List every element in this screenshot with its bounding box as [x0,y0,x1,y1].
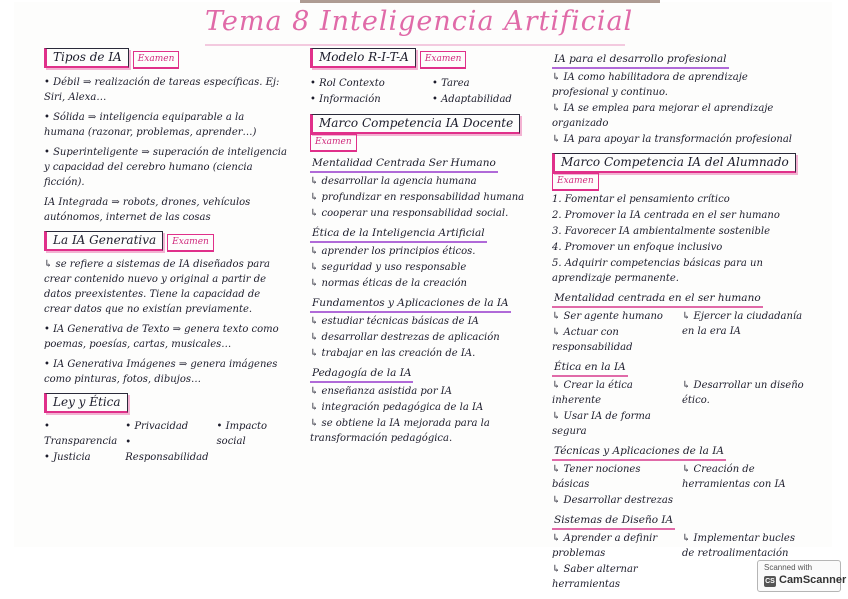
list-item: ↳ Usar IA de forma segura [552,411,651,437]
list-item: • Impacto social [216,421,268,447]
ley-heading: Ley y Ética [44,393,128,413]
list-item: ↳ Ser agente humano [552,311,663,322]
section-heading: Mentalidad centrada en el ser humano [552,291,763,308]
list-item: ↳ Crear la ética inherente [552,380,633,406]
section-heading: Ética en la IA [552,360,628,377]
section-heading: Pedagogía de la IA [310,366,413,383]
list-item: ↳ IA para apoyar la transformación profesional [552,134,792,145]
list-item: • Transparencia [44,421,118,447]
exam-tag: Examen [167,234,214,252]
generativa-text: ↳ se refiere a sistemas de IA diseñados para crear contenido nuevo y original a partir de datos preexistentes. Tiene la capacidad de crear datos que no existían previamente. [44,259,270,315]
tipos-heading: Tipos de IA [44,48,129,68]
list-item: • Superinteligente ⇒ superación de inteligencia y capacidad del cerebro humano (ciencia ficción). [44,147,287,188]
list-item: • IA Generativa de Texto ⇒ genera texto como poemas, poesías, cartas, musicales… [44,324,279,350]
list-item: ↳ Tener nociones básicas [552,464,641,490]
list-item: • Sólida ⇒ inteligencia equiparable a la humana (razonar, problemas, aprender…) [44,112,257,138]
list-item: 1. Fomentar el pensamiento crítico [552,194,730,205]
exam-tag: Examen [133,51,180,69]
section-heading: Técnicas y Aplicaciones de la IA [552,444,726,461]
list-item: • Adaptabilidad [432,94,512,105]
list-item: ↳ enseñanza asistida por IA [310,386,452,397]
list-item: ↳ desarrollar destrezas de aplicación [310,332,500,343]
column-right [552,48,804,593]
list-item: ↳ aprender los principios éticos. [310,246,476,257]
camscanner-badge [757,560,847,592]
list-item: • Justicia [44,452,91,463]
two-col-list [552,377,804,440]
list-item: • Débil ⇒ realización de tareas específicas. Ej: Siri, Alexa… [44,77,280,103]
list-item: ↳ Actuar con responsabilidad [552,327,633,353]
list-item: • Privacidad [125,421,189,432]
list-item: ↳ integración pedagógica de la IA [310,402,484,413]
marco-docente-heading: Marco Competencia IA Docente [310,114,520,134]
marco-alumnado-heading: Marco Competencia IA del Alumnado [552,153,796,173]
list-item: ↳ se obtiene la IA mejorada para la transformación pedagógica. [310,418,490,444]
exam-tag: Examen [552,173,599,191]
list-item: • Responsabilidad [125,437,209,463]
section-heading: IA para el desarrollo profesional [552,52,729,69]
list-item: • Información [310,94,381,105]
modelo-list [310,75,546,108]
list-item: 4. Promover un enfoque inclusivo [552,242,723,253]
list-item: ↳ seguridad y uso responsable [310,262,467,273]
list-item: ↳ estudiar técnicas básicas de IA [310,316,479,327]
modelo-heading: Modelo R-I-T-A [310,48,416,68]
list-item: • Tarea [432,78,470,89]
title-underline [205,44,625,46]
list-item: 2. Promover la IA centrada en el ser humano [552,210,780,221]
two-col-list [552,308,804,356]
list-item: ↳ normas éticas de la creación [310,278,467,289]
tipos-list [44,75,288,225]
page-edge-line [300,0,660,3]
list-item: IA Integrada ⇒ robots, drones, vehículos autónomos, internet de las cosas [44,197,251,223]
list-item: ↳ cooperar una responsabilidad social. [310,208,509,219]
list-item: ↳ Desarrollar un diseño ético. [682,380,804,406]
ley-list [44,418,288,466]
two-col-list [552,461,804,509]
exam-tag: Examen [420,51,467,69]
scanner-caption: Scanned with [764,563,813,572]
list-item: 5. Adquirir competencias básicas para un aprendizaje permanente. [552,258,763,284]
list-item: ↳ Aprender a definir problemas [552,533,658,559]
list-item: • IA Generativa Imágenes ⇒ genera imágenes como pinturas, fotos, dibujos… [44,359,278,385]
list-item: ↳ Creación de herramientas con IA [682,464,786,490]
list-item: • Rol Contexto [310,78,385,89]
section-heading: Fundamentos y Aplicaciones de la IA [310,296,511,313]
camscanner-logo-icon: CS [765,578,775,585]
section-heading: Mentalidad Centrada Ser Humano [310,156,498,173]
section-heading: Sistemas de Diseño IA [552,513,675,530]
exam-tag: Examen [310,134,357,152]
generativa-heading: La IA Generativa [44,231,163,251]
column-middle [310,48,546,447]
list-item: ↳ profundizar en responsabilidad humana [310,192,525,203]
page-title: Tema 8 Inteligencia Artificial [205,6,634,37]
list-item: 3. Favorecer IA ambientalmente sostenible [552,226,771,237]
list-item: ↳ trabajar en las creación de IA. [310,348,476,359]
list-item: ↳ desarrollar la agencia humana [310,176,477,187]
list-item: ↳ Saber alternar herramientas [552,564,638,590]
section-heading: Ética de la Inteligencia Artificial [310,226,487,243]
column-left [44,48,288,466]
list-item: ↳ Desarrollar destrezas [552,495,674,506]
list-item: ↳ Ejercer la ciudadanía en la era IA [682,311,803,337]
scanner-brand: CamScanner [779,574,847,586]
list-item: ↳ IA se emplea para mejorar el aprendizaje organizado [552,103,774,129]
list-item: ↳ Implementar bucles de retroalimentación [682,533,795,559]
list-item: ↳ IA como habilitadora de aprendizaje profesional y continuo. [552,72,748,98]
